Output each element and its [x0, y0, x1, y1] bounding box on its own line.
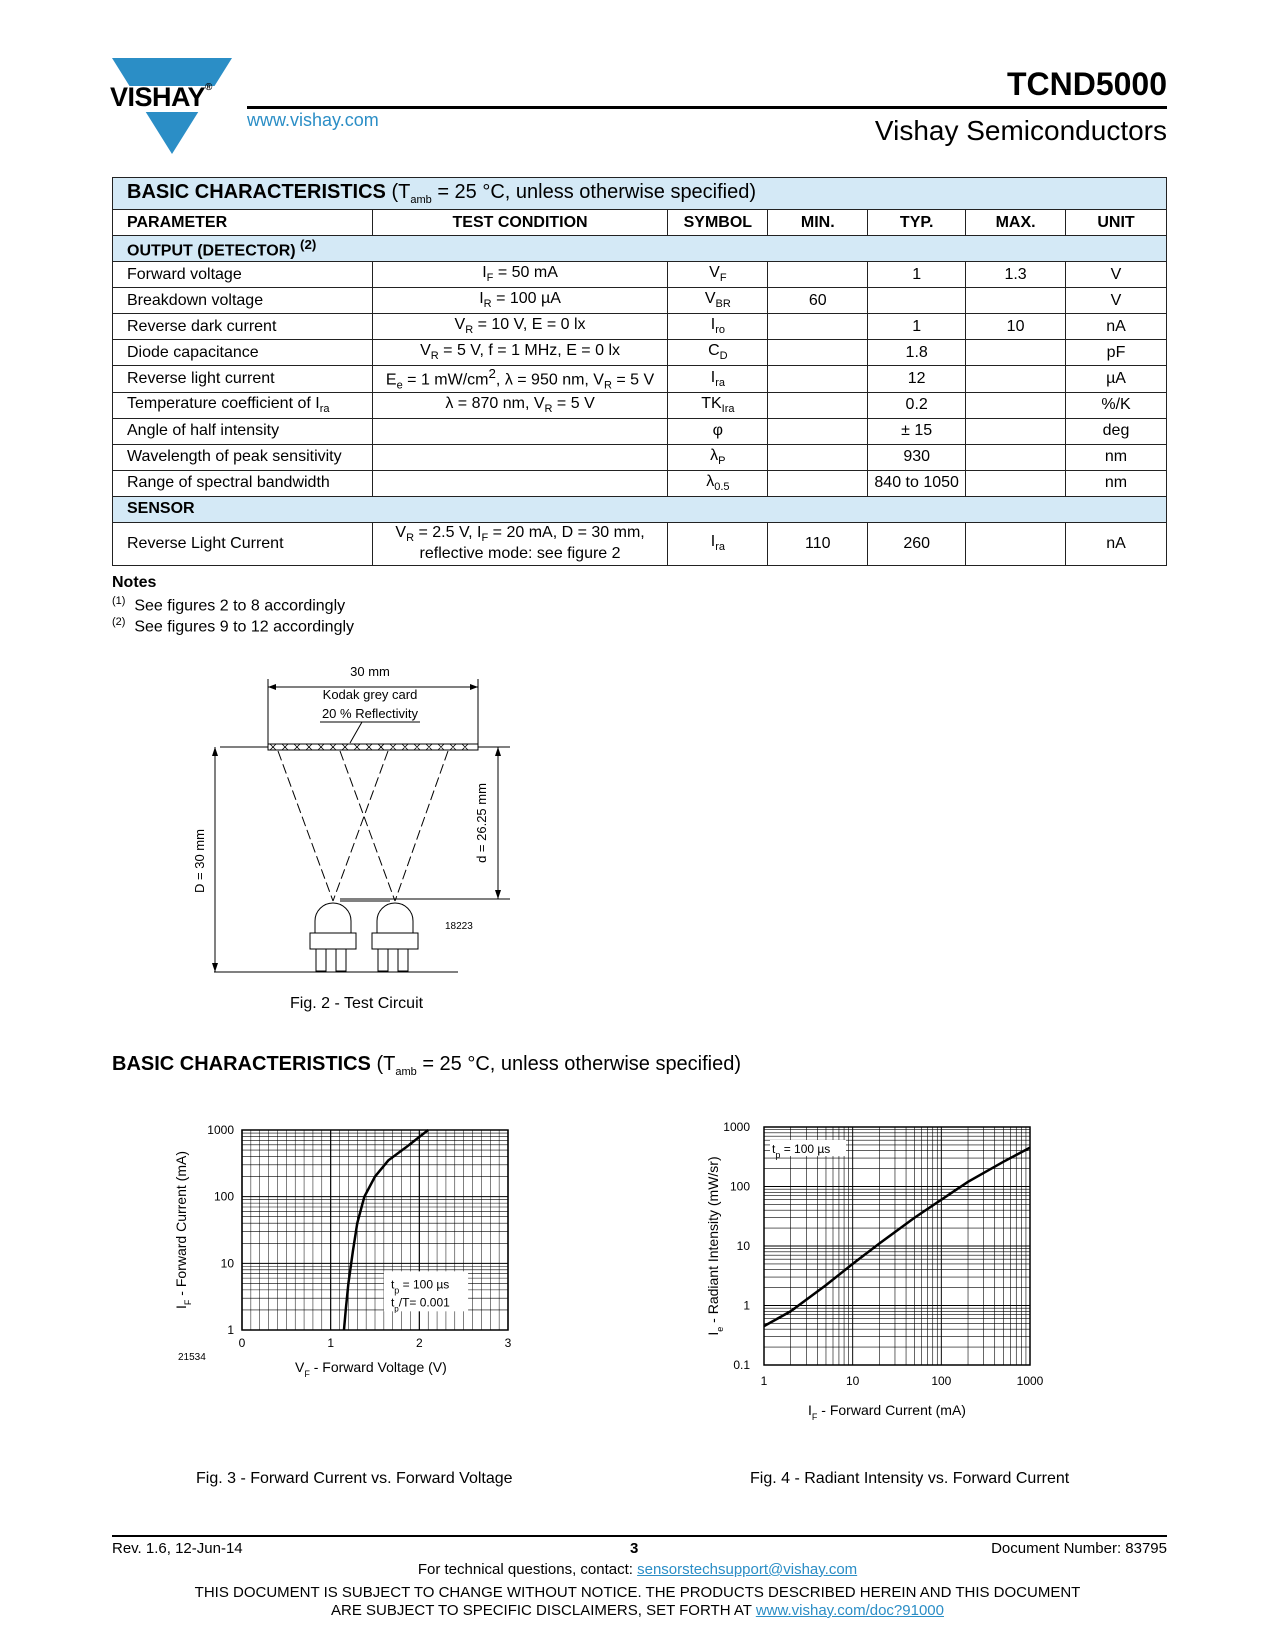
y-tick-label: 100 [729, 1179, 750, 1194]
table-cell-sym: $V_F$ [668, 262, 768, 288]
width-label: 30 mm [350, 665, 390, 679]
x-tick-label: 100 [931, 1374, 952, 1388]
document-number: Document Number: 83795 [991, 1540, 1167, 1557]
y-axis-label: $I_F$ - Forward Current (mA) [173, 1151, 193, 1309]
note-item: $^{(2)}$ See figures 9 to 12 accordingly [112, 616, 355, 636]
table-cell-max [966, 288, 1066, 314]
notes-title: Notes [112, 574, 157, 591]
table-cell-sym: $I_{ro}$ [668, 314, 768, 340]
table-cell-typ: 12 [868, 366, 966, 393]
chart-code: 21534 [178, 1352, 206, 1363]
test-circuit-diagram [190, 665, 550, 995]
table-cell-unit: deg [1066, 418, 1167, 444]
table-cell-unit: nm [1066, 444, 1167, 470]
table-cell-sym: $TK_{Ira}$ [668, 392, 768, 418]
disclaimer-1: THIS DOCUMENT IS SUBJECT TO CHANGE WITHOUT NOTICE. THE PRODUCTS DESCRIBED HEREIN AND THIS DOCUMENT [194, 1584, 1081, 1601]
table-row [113, 470, 1167, 496]
table-cell-unit: nA [1066, 314, 1167, 340]
column-header: TEST CONDITION [372, 210, 668, 236]
table-cell-cond [372, 418, 668, 444]
table-cell-typ: 840 to 1050 [868, 470, 966, 496]
table-cell-unit: nA [1066, 522, 1167, 565]
table-cell-max [966, 418, 1066, 444]
fig4-chart [700, 1115, 1120, 1445]
fig3-caption: Fig. 3 - Forward Current vs. Forward Voltage [196, 1470, 513, 1487]
note-item: $^{(1)}$ See figures 2 to 8 accordingly [112, 595, 346, 615]
table-row [113, 340, 1167, 366]
table-row [113, 392, 1167, 418]
table-cell-param: Reverse Light Current [113, 522, 373, 565]
table-cell-typ: 260 [868, 522, 966, 565]
table-cell-typ: 1.8 [868, 340, 966, 366]
table-cell-typ: 0.2 [868, 392, 966, 418]
disclaimer-link[interactable]: www.vishay.com/doc?91000 [755, 1602, 944, 1619]
card-label-2: 20 % Reflectivity [321, 706, 419, 721]
table-cell-max [966, 522, 1066, 565]
table-cell-sym: φ [668, 418, 768, 444]
table-cell-unit: nm [1066, 470, 1167, 496]
y-tick-label: 1000 [207, 1123, 234, 1137]
table-cell-max [966, 470, 1066, 496]
page-number: 3 [630, 1540, 639, 1557]
table-cell-param: Diode capacitance [113, 340, 373, 366]
table-cell-param: Range of spectral bandwidth [113, 470, 373, 496]
table-cell-max [966, 444, 1066, 470]
column-header: MIN. [768, 210, 868, 236]
x-tick-label: 1 [760, 1374, 768, 1388]
x-tick-label: 2 [415, 1336, 423, 1350]
table-cell-param: Angle of half intensity [113, 418, 373, 444]
table-cell-min [768, 340, 868, 366]
annotation-1: $t_p = 100$ µs [390, 1277, 450, 1296]
y-tick-label: 1000 [723, 1120, 750, 1134]
table-cell-cond: λ = 870 nm, $V_R = 5$ V [372, 392, 668, 418]
table-cell-param: Temperature coefficient of $I_{ra}$ [113, 392, 373, 418]
support-email-link[interactable]: sensorstechsupport@vishay.com [637, 1561, 858, 1578]
contact-line: For technical questions, contact: sensorstechsupport@vishay.com [417, 1561, 858, 1578]
table-cell-min: 60 [768, 288, 868, 314]
diagram-code: 18223 [445, 921, 473, 932]
header-rule [247, 106, 1167, 109]
table-row [113, 444, 1167, 470]
section-sensor: SENSOR [113, 496, 1167, 522]
table-cell-typ: 930 [868, 444, 966, 470]
table-cell-cond [372, 470, 668, 496]
table-cell-cond: $I_F = 50$ mA [372, 262, 668, 288]
y-tick-label: 10 [736, 1239, 750, 1253]
disclaimer-2: ARE SUBJECT TO SPECIFIC DISCLAIMERS, SET FORTH AT www.vishay.com/doc?91000 [331, 1602, 944, 1619]
table-cell-typ: ± 15 [868, 418, 966, 444]
x-tick-label: 0 [238, 1336, 246, 1350]
table-cell-param: Wavelength of peak sensitivity [113, 444, 373, 470]
table-cell-cond: $E_e = 1$ $mW/cm^2$, λ = 950 nm, $V_R = 5$ V [372, 366, 668, 393]
x-axis-label: $I_F$ - Forward Current (mA) [808, 1402, 966, 1422]
y-tick-label: 0.1 [733, 1358, 750, 1372]
table-cell-sym: $\lambda_{0.5}$ [668, 470, 768, 496]
table-row [113, 522, 1167, 565]
y-tick-label: 1 [743, 1298, 750, 1313]
table-cell-max: 1.3 [966, 262, 1066, 288]
table-cell-param: Reverse dark current [113, 314, 373, 340]
D-label: D = 30 mm [192, 829, 207, 893]
y-tick-label: 1 [227, 1323, 234, 1337]
table-row [113, 262, 1167, 288]
section-output-detector: OUTPUT (DETECTOR) $^{(2)}$ [113, 236, 1167, 262]
table-cell-unit: %/K [1066, 392, 1167, 418]
part-number: TCND5000 [1006, 66, 1167, 102]
table-row [113, 366, 1167, 393]
column-header: PARAMETER [113, 210, 373, 236]
logo-text: VISHAY® [110, 82, 212, 112]
table-cell-param: Forward voltage [113, 262, 373, 288]
fig4-caption: Fig. 4 - Radiant Intensity vs. Forward Current [750, 1470, 1070, 1487]
table-cell-cond: $V_R = 2.5$ V, $I_F = 20$ mA, D = 30 mm, reflective mode: see figure 2 [372, 522, 668, 565]
table-cell-min [768, 262, 868, 288]
table-cell-sym: $I_{ra}$ [668, 366, 768, 393]
x-tick-label: 3 [504, 1336, 512, 1350]
table-cell-unit: pF [1066, 340, 1167, 366]
table-header-row [113, 210, 1167, 236]
x-tick-label: 10 [845, 1374, 860, 1388]
y-tick-label: 100 [213, 1189, 234, 1204]
series-line [764, 1148, 1030, 1326]
table-cell-sym: $V_{BR}$ [668, 288, 768, 314]
table-cell-min [768, 366, 868, 393]
table-cell-min [768, 470, 868, 496]
table-cell-unit: V [1066, 262, 1167, 288]
table-cell-typ: 1 [868, 314, 966, 340]
table-cell-min [768, 314, 868, 340]
footer-rule [112, 1535, 1167, 1537]
table-cell-typ [868, 288, 966, 314]
table-cell-max [966, 392, 1066, 418]
annotation-1: $t_p = 100$ µs [772, 1142, 831, 1160]
section-title: BASIC CHARACTERISTICS ($T_{amb} = 25$ °C, unless otherwise specified) [112, 1053, 742, 1078]
table-cell-cond: $V_R = 10$ V, E = 0 lx [372, 314, 668, 340]
table-cell-max [966, 340, 1066, 366]
y-axis-label: $I_e$ - Radiant Intensity (mW/sr) [705, 1156, 725, 1336]
x-tick-label: 1000 [1016, 1374, 1044, 1388]
table-cell-cond: $I_R = 100$ µA [372, 288, 668, 314]
column-header: MAX. [966, 210, 1066, 236]
table-cell-param: Breakdown voltage [113, 288, 373, 314]
table-cell-unit: V [1066, 288, 1167, 314]
table-cell-max: 10 [966, 314, 1066, 340]
fig2-caption: Fig. 2 - Test Circuit [290, 995, 424, 1012]
revision: Rev. 1.6, 12-Jun-14 [112, 1540, 243, 1557]
table-cell-min: 110 [768, 522, 868, 565]
table-row [113, 418, 1167, 444]
table-cell-sym: $\lambda_P$ [668, 444, 768, 470]
company-name: Vishay Semiconductors [874, 115, 1167, 146]
table-cell-sym: $I_{ra}$ [668, 522, 768, 565]
table-cell-typ: 1 [868, 262, 966, 288]
table-title: BASIC CHARACTERISTICS ($T_{amb} = 25$ °C, unless otherwise specified) [113, 178, 1167, 210]
table-cell-min [768, 392, 868, 418]
card-label-1: Kodak grey card [322, 687, 418, 702]
table-row [113, 288, 1167, 314]
emitter-led [310, 903, 356, 971]
basic-characteristics-table [112, 177, 1167, 566]
y-tick-label: 10 [220, 1256, 234, 1271]
notes [112, 574, 354, 637]
column-header: UNIT [1066, 210, 1167, 236]
website-link[interactable]: www.vishay.com [247, 110, 379, 130]
table-cell-max [966, 366, 1066, 393]
column-header: TYP. [868, 210, 966, 236]
table-cell-cond [372, 444, 668, 470]
x-axis-label: $V_F$ - Forward Voltage (V) [295, 1359, 447, 1379]
detector-diode [372, 903, 418, 971]
table-cell-param: Reverse light current [113, 366, 373, 393]
table-cell-sym: $C_D$ [668, 340, 768, 366]
fig3-chart [170, 1120, 570, 1440]
d-label: d = 26.25 mm [474, 783, 489, 863]
table-row [113, 314, 1167, 340]
table-cell-unit: µA [1066, 366, 1167, 393]
column-header: SYMBOL [668, 210, 768, 236]
table-cell-min [768, 418, 868, 444]
table-cell-min [768, 444, 868, 470]
annotation-2: $t_p/T= 0.001$ [390, 1295, 450, 1313]
table-cell-cond: $V_R = 5$ V, f = 1 MHz, E = 0 lx [372, 340, 668, 366]
x-tick-label: 1 [327, 1336, 335, 1350]
